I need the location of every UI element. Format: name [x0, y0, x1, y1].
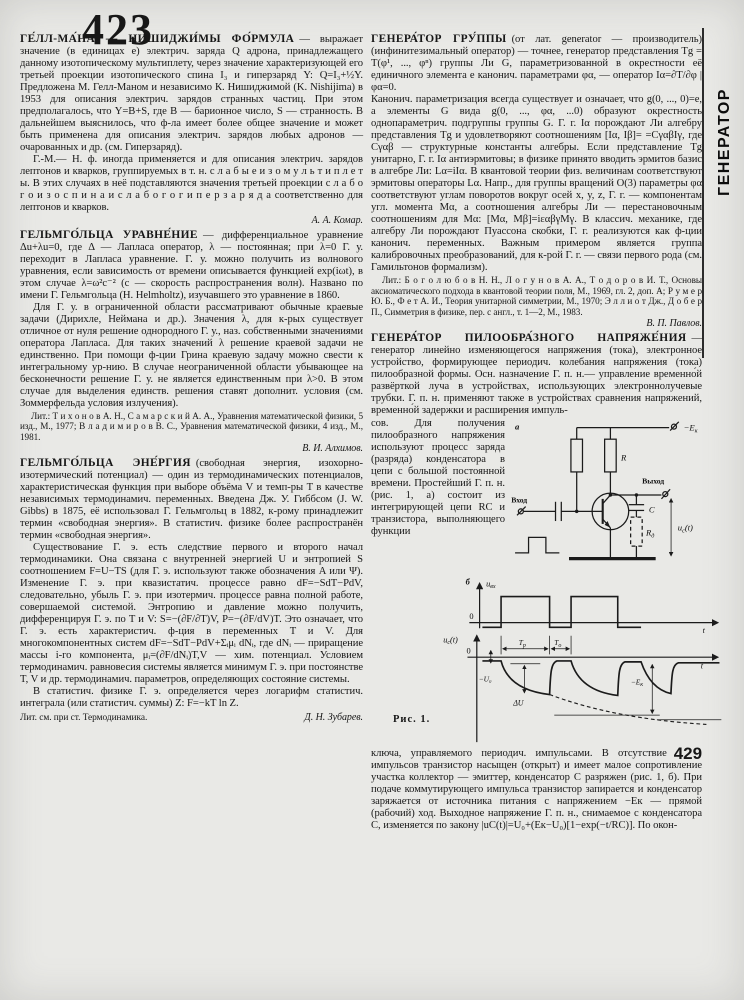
paragraph: Канонич. параметризация всегда существует и означает, что g(0, ..., 0)=e, а элементы G вида g(0, ..., φα, ...0) образуют окрестность однопараметрич. подгруппы группы G. Г. г. Iα порождают Ли алгебру представления Tg и удовлетворяют соотношениям [Iα, Iβ]= =CγαβIγ, где Cγαβ — структурные константы алгебры. Если представление Tg унитарно, Г. г. Iα антиэрмитовы; в физике принято вводить эрмитов базис в алгебре Ли: Lα=iIα. В квантовой теории физ. величинам соответствуют эрмитовы операторы Lα. Напр., для группы вращений O(3) параметры φα соответствуют углам поворотов вокруг осей x, y, z, Г. г. — компонентам угл. момента Mα, а соотношения алгебры Ли — перестановочным соотношениям для Mα: [Mα, Mβ]=iεαβγMγ. В классич. механике, где алгебру Ли порождают Пуассона скобки, Г. г. реализуются как ф-ции канонич. переменных. Важным примером является группа калибровочных преобразований, для к-рой Г. г. — связи первого рода (см. Гамильтонов формализм). [371, 94, 702, 273]
panel-a-label: а [515, 421, 520, 432]
paragraph: Существование Г. э. есть следствие первого и второго начал термодинамики. Она связана с внутренней энергией U и энтропией S соотношением F=U−TS (для Г. э. используют также обозначения A или Ψ). Изменение Г. э. при квазистатич. процессе равно dF=−SdT−PdV, следовательно, убыль Г. э. при изотермич. процессе равна полной работе, совершаемой системой. Энтропию и давление можно получить, дифференцируя Г. э. по T и V: S=−(∂F/∂T)V, P=−(∂F/dV)T. Это означает, что Г. э. есть характеристич. ф-ция в переменных T и V. Для многокомпонентных систем dF=−SdT−PdV+Σᵢμᵢ dNᵢ, где dNᵢ — приращение массы i-го компонента, μᵢ=(∂F/dNᵢ)T,V — хим. потенциал. Условием термодинамич. равновесия системы является минимум Г. э. при постоянстве T, V и др. термодинамич. параметров, определяющих состояние системы. [20, 541, 363, 685]
literature: Лит.: Т и х о н о в А. Н., С а м а р с к и й А. А., Уравнения математической физики, 5 изд., М., 1977; В л а д и м и р о в В. С., Уравнения математической физики, 4 изд., М., 1981. [20, 410, 363, 442]
junction-dot [575, 510, 578, 513]
article-lead: (от лат. generator — производитель) (инфинитезимальный оператор) — точнее, генератор представления Tg = T(φ¹, ..., φⁿ) группы Ли G, параметризованной в окрестности её единичного элемента e канонич. параметрами φα, — оператор Iα=∂T/∂φ |φα=0. [371, 34, 702, 93]
article-title: ГЕНЕРА́ТОР ПИЛООБРА́ЗНОГО НАПРЯЖЕ́НИЯ [371, 331, 687, 344]
page-number-top: 423 [82, 5, 154, 54]
circuit-diagram [505, 418, 737, 574]
paragraph: Г.-М.— Н. ф. иногда применяется и для описания электрич. зарядов лептонов и кварков, группируемых в т. н. с л а б ы е и з о м у л ь т и п л е т ы. В этих случаях в неё подставляются значения третьей проекции с л а б о г о и з о с п и н а и с л а б о г о г и п е р з а р я д а соответственно для лептонов и кварков. [20, 154, 363, 213]
right-column [371, 33, 705, 832]
article-lead: — выражает значение (в единицах e) электрич. заряда Q адрона, принадлежащего данному изотопическому мультиплету, через значение характеризующей его третьей проекции изотопического спина I₃ и гиперзаряд Y: Q=I₃+½Y. Предложена М. Гелл-Маном и независимо К. Нишиджимой (K. Nishijima) в 1953 для описания электрич. зарядов странных частиц. При этом предполагалось, что Y=B+S, где B — барионное число, S — странность. В дальнейшем выяснилось, что ф-ла имеет более общее значение и может быть применена для описания электрич. зарядов любых адронов — очарованных и др. (см. Гиперзаряд). [20, 34, 363, 153]
article-lead: (свободная энергия, изохорно-изотермический потенциал) — один из термодинамических потенциалов, характеристическая функция при выборе объёма V и темп-ры T в качестве независимых термодинамич. переменных. Введена Дж. У. Гиббсом (J. W. Gibbs) в 1875, её использовал Г. Гельмгольц в 1882, к-рому принадлежит термин «свободная энергия». В статистич. физике более распространён термин «свободная энергия». [20, 457, 363, 541]
supply-label: $-E_к$ [683, 422, 698, 435]
margin-rule [702, 28, 704, 358]
article-title: ГЕЛЬМГО́ЛЬЦА УРАВНЕ́НИЕ [20, 228, 198, 241]
zero-label: 0 [469, 611, 474, 621]
literature-row [20, 712, 363, 724]
resistor-label: R [621, 452, 627, 463]
t-axis-label: t [700, 661, 704, 671]
narrow-paragraph: сов. Для получения пилообразного напряжения используют процесс заряда (разряда) конденсатора в цепи с большой постоянной времени. Простейший Г. п. н. (рис. 1, а) состоит из интегрирующей цепи RC и транзистора, выполняющего функции [371, 417, 505, 537]
resistor-symbol [571, 439, 583, 472]
paragraph: Для Г. у. в ограниченной области рассматривают обычные краевые задачи (Дирихле, Неймана и др.). Значения λ, для к-рых существует отличное от нуля решение однородного Г. у., наз. собственными значениями оператора Лапласа. Для таких значений λ решение краевой задачи не единственно. При помощи ф-ции Грина краевую задачу можно свести к интегральному ур-нию. В случае неограниченной области убывающее на бесконечности решение Г. у. не является единственным при λ>0. В этом случае для выделения единств. решения ставят дополнит. условия (см. Зоммерфельда условия излучения). [20, 301, 363, 409]
waveform-diagram [431, 576, 741, 744]
sawtooth-curve [482, 661, 719, 696]
uvx-axis-label: $u_{вх}$ [486, 579, 496, 591]
literature: Лит.: Б о г о л ю б о в Н. Н., Л о г у н о в А. А., Т о д о р о в И. Т., Основы аксиоматического подхода в квантовой теории поля, М., 1969, гл. 2, доп. А; Р у м е р Ю. Б., Ф е т А. И., Теория унитарной симметрии, М., 1970; Э л л и о т Дж., Д о б е р П., Симметрия в физике, пер. с англ., т. 1—2, М., 1983. [371, 275, 702, 317]
transistor-collector [603, 495, 611, 504]
paragraph: В статистич. физике Г. э. определяется через логарифм статистич. интеграла (или статистич. суммы) Z: F=−kT ln Z. [20, 685, 363, 709]
article-lead: — генератор линейно изменяющегося напряжения (тока), электронное устройство, формирующее периодич. колебания напряжения (тока) пилообразной формы. Осн. назначение Г. п. н.— управление временно́й развёрткой луча в устройствах, использующих электроннолучевые трубки. Г. п. н. применяют также в устройствах сравнения напряжений, временно́й задержки и расширения импуль- [371, 332, 702, 416]
capacitor-label: C [648, 504, 655, 515]
du-label: ΔU [513, 698, 524, 708]
zero-label: 0 [466, 646, 471, 656]
discharge-resistor-symbol [631, 517, 643, 546]
article-title: ГЕ́ЛЛ-МА́НА — НИШИДЖИ́МЫ ФО́РМУЛА [20, 33, 295, 45]
figure-caption: Рис. 1. [393, 713, 431, 725]
paragraph [371, 332, 702, 417]
uc-label: $u_c(t)$ [677, 522, 693, 535]
t-axis-label: t [702, 625, 705, 635]
paragraph-text: ключа, управляемого периодич. импульсами. В отсутствие импульсов транзистор насыщен (открыт) и имеет малое сопротивление участка коллектор — эмиттер, конденсатор C разряжен (рис. 1, б). При подаче коммутирующего импульса транзистор запирается и конденсатор заряжается от источника питания с напряжением −Eк — прямой (рабочий) ход. Выходное напряжение Г. п. н., снимаемое с конденсатора C, изменяется по закону |uC(t)|=U₀+(Eк−U₀)[1−exp(−t/RC)]. По окон- [371, 747, 702, 831]
paragraph [371, 743, 702, 832]
signature: В. И. Алхимов. [302, 443, 363, 455]
article-title: ГЕЛЬМГО́ЛЬЦА ЭНЕ́РГИЯ [20, 456, 191, 469]
input-pulse-glyph [515, 537, 559, 552]
input-label: Вход [511, 495, 528, 505]
waveform-figure-block [371, 576, 744, 748]
u0-label: −U₀ [478, 674, 492, 684]
resistor-symbol [605, 439, 617, 472]
text-figure-row [371, 418, 737, 574]
page-number-bottom: 429 [673, 743, 702, 763]
paragraph [20, 457, 363, 542]
ek-label: $-E_к$ [630, 677, 644, 689]
uc-axis-label: $u_c(t)$ [443, 635, 458, 647]
panel-b-label: б [465, 577, 470, 587]
discharge-resistor-label: $R_д$ [646, 527, 655, 540]
signature: В. П. Павлов. [646, 318, 702, 330]
paragraph [371, 33, 702, 94]
literature: Лит. см. при ст. Термодинамика. [20, 712, 148, 723]
signature: Д. Н. Зубарев. [304, 711, 363, 723]
article-title: ГЕНЕРА́ТОР ГРУ́ППЫ [371, 33, 507, 45]
paragraph [20, 229, 363, 302]
paragraph [20, 33, 363, 154]
to-label: $T_о$ [554, 637, 562, 649]
output-label: Выход [642, 476, 665, 486]
article-lead: — дифференциальное уравнение Δu+λu=0, где Δ — Лапласа оператор, λ — постоянная; при λ=0 Г. у. переходит в Лапласа уравнение. Г. у. можно получить из волнового уравнения, если зависимость от времени описывается функцией exp(iωt), в этом случае λ=ω²c⁻² (c — скорость распространения волн). Названо по имени Г. Гельмгольца (H. Helmholtz), изучавшего это уравнение в 1860. [20, 229, 363, 301]
tp-label: $T_р$ [518, 637, 526, 649]
thumb-index-label: ГЕНЕРАТОР [716, 88, 733, 196]
left-column [20, 33, 363, 724]
signature: А. А. Комар. [311, 215, 363, 226]
